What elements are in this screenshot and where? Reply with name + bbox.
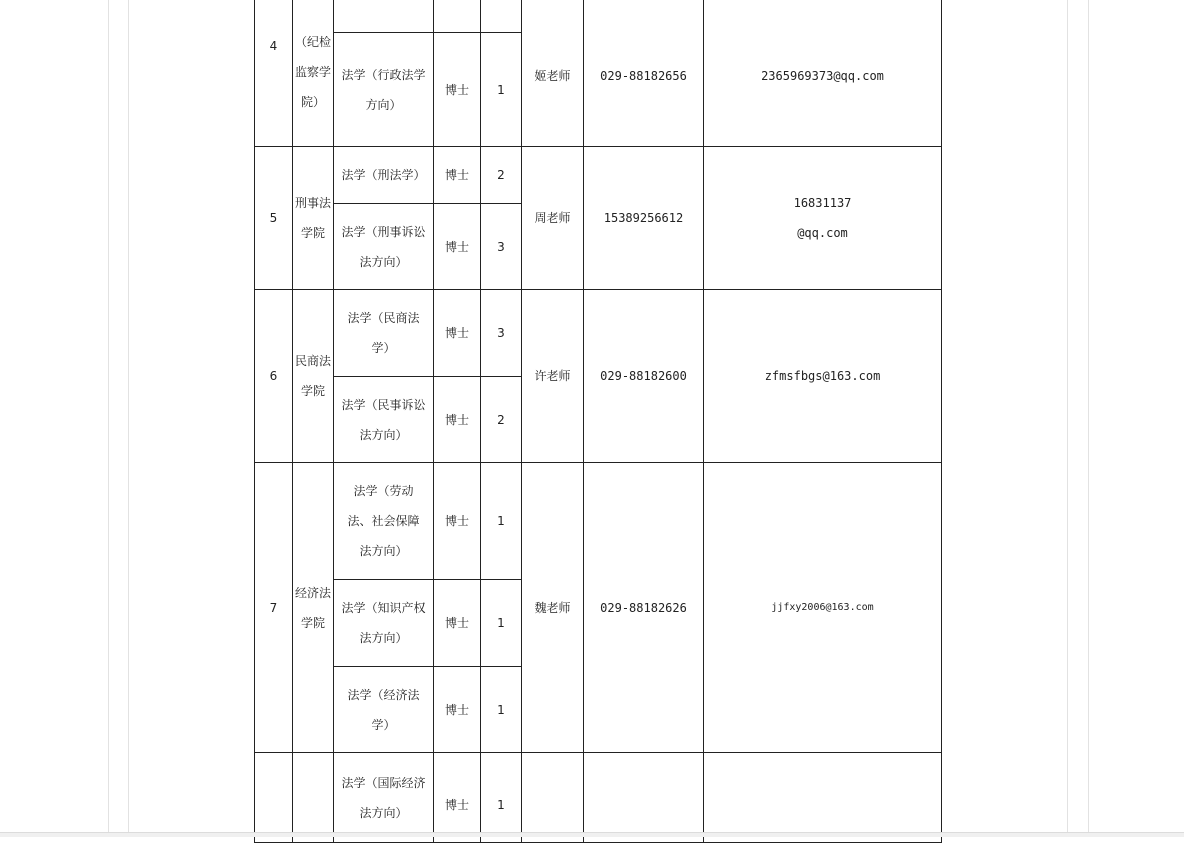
college-name — [293, 0, 334, 147]
major-name: 法学（国际经济法方向） — [334, 753, 434, 843]
major-name: 法学（民事诉讼法方向） — [334, 377, 434, 463]
row-number: 5 — [255, 147, 293, 290]
degree: 博士 — [434, 580, 481, 667]
headcount — [481, 0, 522, 33]
headcount: 1 — [481, 753, 522, 843]
row-number: 6 — [255, 290, 293, 463]
headcount: 3 — [481, 204, 522, 290]
degree — [434, 0, 481, 33]
headcount: 1 — [481, 580, 522, 667]
contact-email: zfmsfbgs@163.com — [704, 290, 942, 463]
page-margin-line-right-outer — [1088, 0, 1089, 836]
major-name: 法学（民商法学） — [334, 290, 434, 377]
contact-person: 周老师 — [522, 147, 584, 290]
major-name: 法学（劳动法、社会保障法方向） — [334, 463, 434, 580]
contact-person: 魏老师 — [522, 463, 584, 753]
degree: 博士 — [434, 377, 481, 463]
page-margin-line-left-inner — [128, 0, 129, 836]
contact-email-line1: 16831137 — [793, 196, 852, 210]
headcount: 2 — [481, 147, 522, 204]
row-number: 7 — [255, 463, 293, 753]
college-name — [293, 753, 334, 843]
major-name: 法学（经济法学） — [334, 667, 434, 753]
degree: 博士 — [434, 463, 481, 580]
contact-email — [704, 753, 942, 843]
headcount: 1 — [481, 33, 522, 147]
row-number: 4 — [255, 0, 293, 147]
contact-person-text: 姬老师 — [534, 68, 571, 83]
college-name-text: （纪检监察学院） — [294, 34, 331, 109]
major-name: 法学（刑法学） — [334, 147, 434, 204]
table-row — [255, 290, 942, 377]
major-name — [334, 0, 434, 33]
table-row — [255, 753, 942, 843]
degree: 博士 — [434, 204, 481, 290]
contact-email — [704, 147, 942, 290]
major-name: 法学（行政法学方向） — [334, 33, 434, 147]
contact-email: jjfxy2006@163.com — [704, 463, 942, 753]
table-row — [255, 0, 942, 33]
contact-phone — [584, 753, 704, 843]
row-number — [255, 753, 293, 843]
headcount: 1 — [481, 667, 522, 753]
contact-phone-text: 029-88182656 — [600, 68, 687, 83]
degree: 博士 — [434, 667, 481, 753]
contact-person: 许老师 — [522, 290, 584, 463]
degree: 博士 — [434, 33, 481, 147]
contact-phone: 15389256612 — [584, 147, 704, 290]
contact-phone: 029-88182626 — [584, 463, 704, 753]
degree: 博士 — [434, 290, 481, 377]
viewer-bottom-edge — [0, 832, 1184, 837]
headcount: 2 — [481, 377, 522, 463]
table-row — [255, 463, 942, 580]
major-name: 法学（刑事诉讼法方向） — [334, 204, 434, 290]
college-name: 刑事法学院 — [293, 147, 334, 290]
contact-email — [704, 0, 942, 147]
degree: 博士 — [434, 147, 481, 204]
page-margin-line-left-outer — [108, 0, 109, 836]
contact-phone: 029-88182600 — [584, 290, 704, 463]
contact-person — [522, 0, 584, 147]
contact-person — [522, 753, 584, 843]
major-name: 法学（知识产权法方向） — [334, 580, 434, 667]
recruitment-table — [254, 0, 942, 843]
contact-email-text: 2365969373@qq.com — [761, 68, 884, 83]
degree: 博士 — [434, 753, 481, 843]
contact-email-line2: @qq.com — [797, 226, 848, 240]
headcount: 1 — [481, 463, 522, 580]
table-row — [255, 147, 942, 204]
contact-phone — [584, 0, 704, 147]
college-name: 经济法学院 — [293, 463, 334, 753]
college-name: 民商法学院 — [293, 290, 334, 463]
page-margin-line-right-inner — [1067, 0, 1068, 836]
headcount: 3 — [481, 290, 522, 377]
